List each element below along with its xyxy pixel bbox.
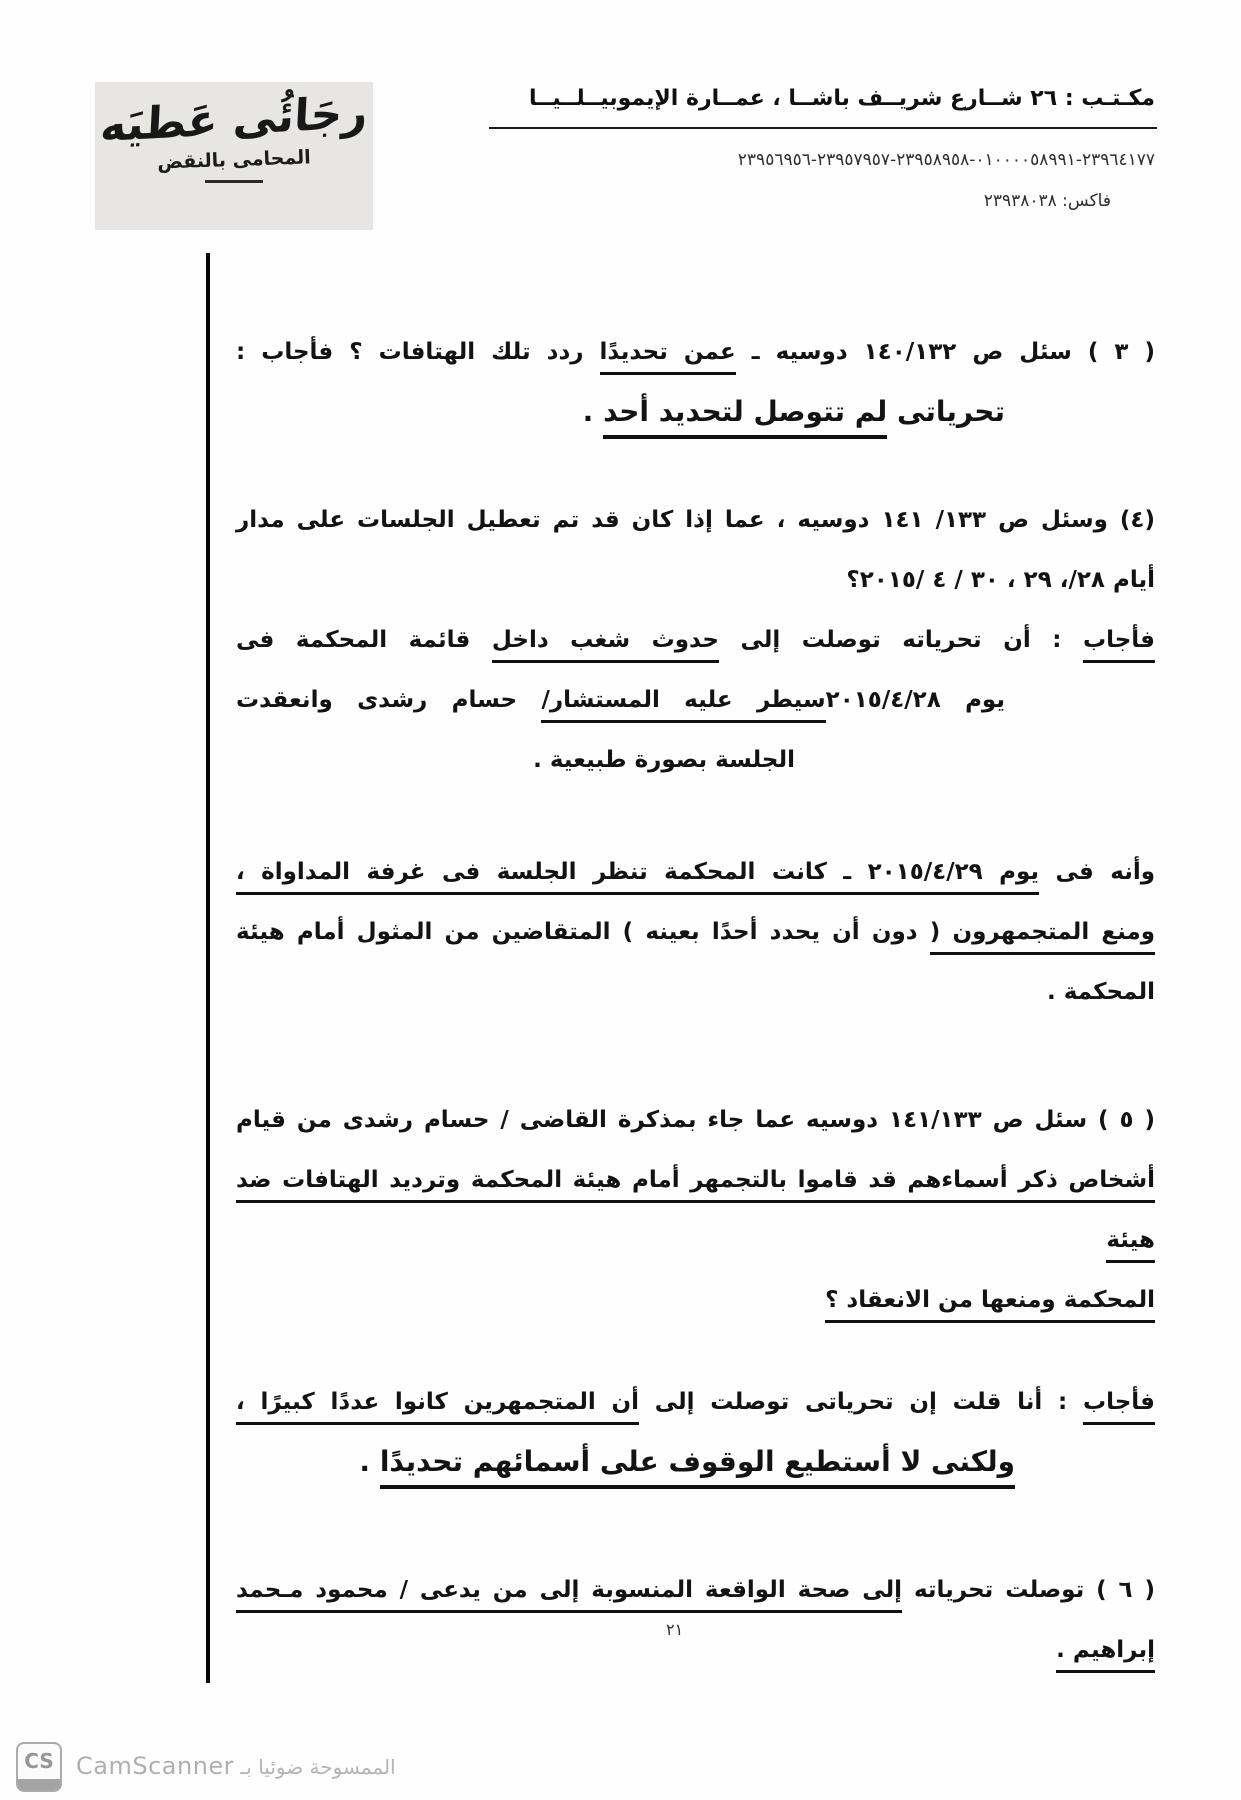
text-segment: وأنه فى (1039, 859, 1156, 885)
p4-line-3 (236, 610, 1155, 670)
underlined-text: إبراهيم . (1056, 1637, 1155, 1673)
underlined-text: ولكنى لا أستطيع الوقوف على أسمائهم تحديدًا (380, 1445, 1015, 1489)
camscanner-icon (16, 1742, 62, 1792)
text-segment: أيام (1104, 567, 1155, 593)
phone-numbers: ٢٣٩٦٤١٧٧-٠١٠٠٠٠٥٨٩٩١-٢٣٩٥٨٩٥٨-٢٣٩٥٧٩٥٧-٢٣٩٥٦٩٥٦ (737, 150, 1155, 170)
p3-line-2 (236, 382, 1155, 442)
text-segment: حسام رشدى وانعقدت (236, 687, 542, 713)
p5-line-1 (236, 1090, 1155, 1150)
underlined-text: ومنع المتجمهرون ( (930, 919, 1155, 955)
p4-line-2 (236, 550, 1155, 610)
text-segment: ردد تلك الهتافات ؟ فأجاب : (236, 339, 600, 365)
text-segment: دوسيه ـ (735, 339, 864, 365)
cs-icon-strip (18, 1779, 60, 1790)
text-segment: المحكمة . (1046, 979, 1155, 1005)
camscanner-wordmark: CamScanner (76, 1752, 235, 1780)
underlined-text: فأجاب (1083, 1389, 1155, 1425)
p4-line-5 (236, 730, 1155, 790)
text-segment: : أنا قلت إن تحرياتى توصلت إلى (639, 1389, 1083, 1415)
p4-line-4 (236, 670, 1155, 730)
page-ref-number: ١٣٣/ ١٤١ (881, 507, 987, 533)
text-segment: تحرياتى (887, 395, 1005, 428)
underlined-text: إلى صحة الواقعة المنسوبة إلى من يدعى / محمود مـحمد (236, 1577, 902, 1613)
paragraph-5 (236, 1090, 1155, 1330)
underlined-text: فأجاب (1083, 627, 1155, 663)
text-segment: دوسيه عما جاء بمذكرة القاضى / حسام رشدى من قيام (236, 1107, 890, 1133)
p45-line-1 (236, 842, 1155, 902)
p5-line-3 (236, 1270, 1155, 1330)
text-segment: ( ٣ ) سئل ص (956, 339, 1155, 365)
underlined-text: أن المتجمهرين كانوا عددًا كبيرًا ، (236, 1389, 639, 1425)
text-segment: . (582, 395, 604, 428)
paragraph-5-answer (236, 1372, 1155, 1492)
letterhead-logo (95, 82, 373, 230)
underlined-text: حدوث شغب داخل (492, 627, 719, 663)
dates-sequence: ٢٨/، ٢٩ ، ٣٠ / ٤ /٢٠١٥؟ (846, 567, 1105, 593)
paragraph-4 (236, 490, 1155, 790)
p3-line-1 (236, 322, 1155, 382)
document-body (236, 322, 1155, 1680)
text-segment: ( ٥ ) سئل ص (981, 1107, 1155, 1133)
paragraph-4-continuation (236, 842, 1155, 1022)
underlined-text: أشخاص ذكر أسماءهم قد قاموا بالتجمهر أمام هيئة المحكمة وترديد الهتافات ضد هيئة (236, 1167, 1155, 1263)
logo-name-calligraphy: رجَائُى عَطيَه (99, 86, 369, 153)
paragraph-3 (236, 322, 1155, 442)
text-segment: دون أن يحدد أحدًا بعينه ) المتقاضين من المثول أمام هيئة (236, 919, 930, 945)
underlined-text: يوم ٢٠١٥/٤/٢٩ ـ كانت المحكمة تنظر الجلسة فى غرفة المداواة ، (236, 859, 1039, 895)
fax-number: فاكس: ٢٣٩٣٨٠٣٨ (983, 191, 1111, 211)
text-segment: دوسيه ، عما إذا كان قد تم تعطيل الجلسات على مدار (236, 507, 882, 533)
text-segment: قائمة المحكمة فى (236, 627, 492, 653)
underlined-text: سيطر عليه المستشار/ (541, 687, 825, 723)
page-ref-number: ١٤٠/١٣٢ (863, 339, 957, 365)
p5a-line-2 (236, 1432, 1155, 1492)
p4-line-1 (236, 490, 1155, 550)
underlined-text: عمن تحديدًا (600, 339, 736, 375)
logo-subtitle: المحامى بالنقض (156, 146, 312, 174)
scanned-with-text: الممسوحة ضوئيا بـ (240, 1755, 396, 1779)
underlined-text: المحكمة ومنعها من الانعقاد ؟ (825, 1287, 1155, 1323)
logo-underline (205, 180, 263, 183)
p45-line-3 (236, 962, 1155, 1022)
text-segment: : أن تحرياته توصلت إلى (718, 627, 1083, 653)
text-segment: يوم (940, 687, 1005, 713)
text-segment: . (359, 1445, 380, 1478)
p6-line-1 (236, 1560, 1155, 1620)
header-divider (489, 127, 1157, 129)
text-segment: ( ٦ ) توصلت تحرياته (902, 1577, 1156, 1603)
text-segment: (٤) وسئل ص (986, 507, 1155, 533)
p5a-line-1 (236, 1372, 1155, 1432)
date-value: ٢٠١٥/٤/٢٨ (825, 687, 941, 713)
cs-icon-label: CS (24, 1749, 54, 1773)
page-ref-number: ١٤١/١٣٣ (889, 1107, 982, 1133)
paragraph-6 (236, 1560, 1155, 1680)
text-segment: الجلسة بصورة طبيعية . (533, 747, 795, 773)
p45-line-2 (236, 902, 1155, 962)
office-address: مكـتـب : ٢٦ شــارع شريــف باشــا ، عمــارة الإيموبيــلــيــا (529, 86, 1155, 111)
margin-vertical-line (206, 253, 210, 1683)
p6-line-2 (236, 1620, 1155, 1680)
underlined-text: لم تتوصل لتحديد أحد (603, 395, 887, 439)
camscanner-caption (76, 1752, 396, 1780)
p5-line-2 (236, 1150, 1155, 1270)
page-number: ٢١ (666, 1620, 684, 1639)
